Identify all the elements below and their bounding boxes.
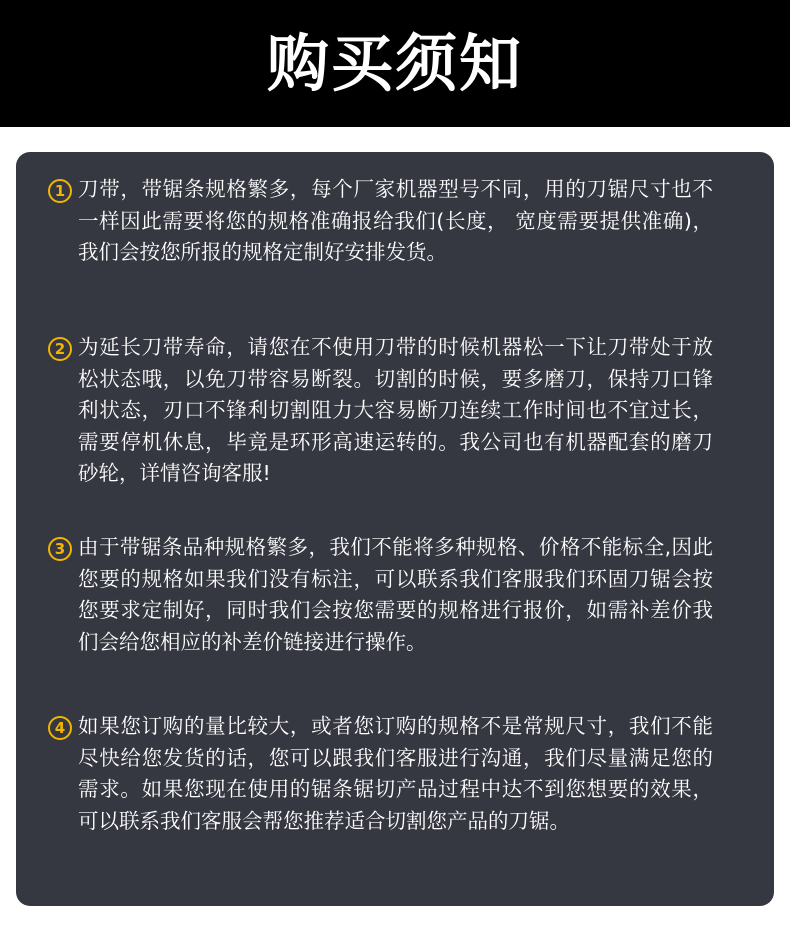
notice-text-3: 由于带锯条品种规格繁多，我们不能将多种规格、价格不能标全,因此您要的规格如果我们没有标注，可以联系我们客服我们环固刀锯会按您要求定制好，同时我们会按您需要的规格进行报价，如需补差价我们会给您相应的补差价链接进行操作。 [78,535,713,654]
number-badge-3: 3 [48,537,72,561]
notice-text-2: 为延长刀带寿命，请您在不使用刀带的时候机器松一下让刀带处于放松状态哦，以免刀带容易断裂。切割的时候，要多磨刀，保持刀口锋利状态，刃口不锋利切割阻力大容易断刀连续工作时间也不宜过长，需要停机休息，毕竟是环形高速运转的。我公司也有机器配套的磨刀砂轮，详情咨询客服! [78,335,713,485]
notice-text-4: 如果您订购的量比较大，或者您订购的规格不是常规尺寸，我们不能尽快给您发货的话，您可以跟我们客服进行沟通，我们尽量满足您的需求。如果您现在使用的锯条锯切产品过程中达不到您想要的效果，可以联系我们客服会帮您推荐适合切割您产品的刀锯。 [78,714,713,833]
notice-item-1 [48,174,713,269]
notice-text-1: 刀带，带锯条规格繁多，每个厂家机器型号不同，用的刀锯尺寸也不一样因此需要将您的规格准确报给我们(长度， 宽度需要提供准确)，我们会按您所报的规格定制好安排发货。 [78,177,713,264]
notice-panel [16,152,774,906]
notice-item-2 [48,332,713,490]
header-banner [0,0,790,127]
notice-item-3 [48,532,713,658]
number-badge-4: 4 [48,716,72,740]
number-badge-2: 2 [48,337,72,361]
notice-item-4 [48,711,713,837]
number-badge-1: 1 [48,179,72,203]
page-title: 购买须知 [266,26,523,100]
